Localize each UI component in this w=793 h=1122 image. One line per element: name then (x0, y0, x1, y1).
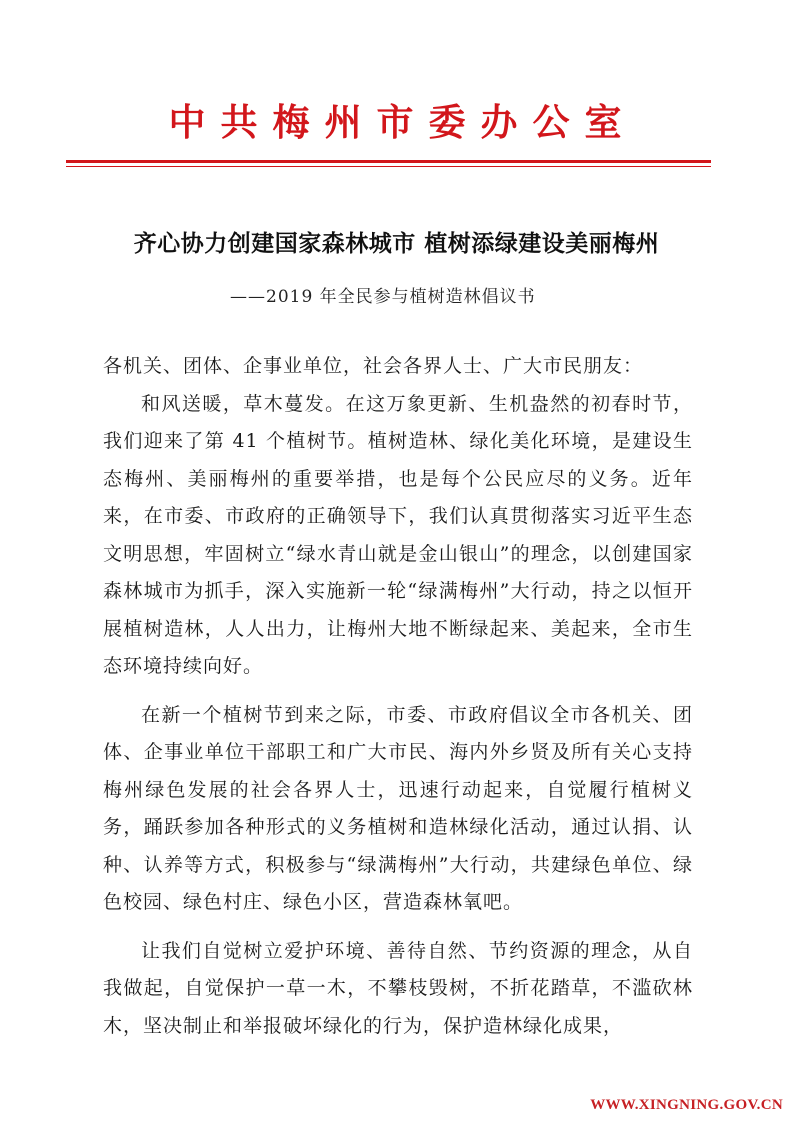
header-divider-thin (66, 166, 711, 167)
salutation: 各机关、团体、企事业单位，社会各界人士、广大市民朋友： (103, 355, 644, 377)
website-footer-link[interactable]: WWW.XINGNING.GOV.CN (590, 1097, 783, 1113)
issuing-office-header: 中共梅州市委办公室 (168, 100, 637, 144)
body-paragraph: 和风送暖，草木蔓发。在这万象更新、生机盎然的初春时节，我们迎来了第 41 个植树节。植树造林、绿化美化环境，是建设生态梅州、美丽梅州的重要举措，也是每个公民应尽的义务。近年来，在市委、市政府的正确领导下，我们认真贯彻落实习近平生态文明思想，牢固树立“绿水青山就是金山银山”的理念，以创建国家森林城市为抓手，深入实施新一轮“绿满梅州”大行动，持之以恒开展植树造林，人人出力，让梅州大地不断绿起来、美起来，全市生态环境持续向好。 (103, 392, 693, 677)
document-subtitle: ——2019 年全民参与植树造林倡议书 (230, 287, 536, 307)
document-title: 齐心协力创建国家森林城市 植树添绿建设美丽梅州 (133, 231, 660, 257)
body-paragraph: 在新一个植树节到来之际，市委、市政府倡议全市各机关、团体、企事业单位干部职工和广大市民、海内外乡贤及所有关心支持梅州绿色发展的社会各界人士，迅速行动起来，自觉履行植树义务，踊跃参加各种形式的义务植树和造林绿化活动，通过认捐、认种、认养等方式，积极参与“绿满梅州”大行动，共建绿色单位、绿色校园、绿色村庄、绿色小区，营造森林氧吧。 (103, 703, 693, 913)
header-divider-thick (66, 160, 711, 163)
body-paragraph: 让我们自觉树立爱护环境、善待自然、节约资源的理念，从自我做起，自觉保护一草一木，不攀枝毁树，不折花踏草，不滥砍林木，坚决制止和举报破坏绿化的行为，保护造林绿化成果， (103, 939, 693, 1037)
document-body (103, 348, 693, 1045)
